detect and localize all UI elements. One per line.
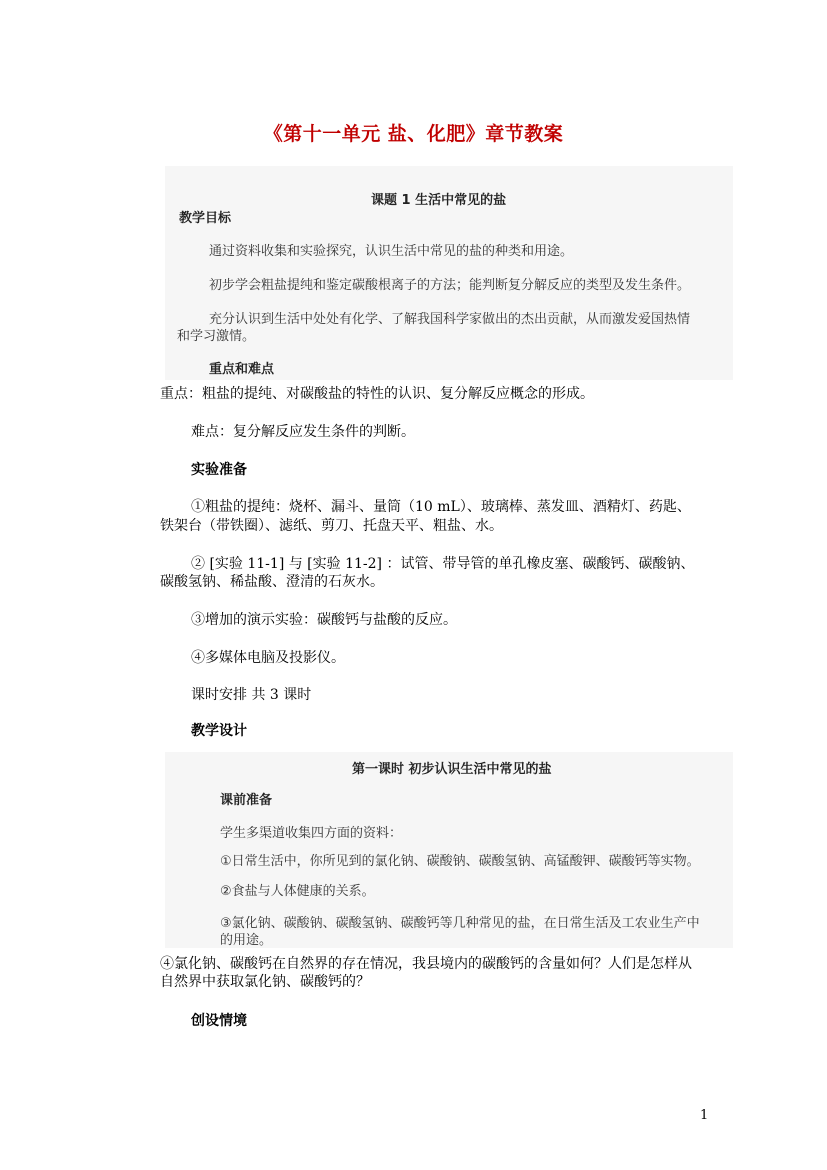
- key-point: 重点：粗盐的提纯、对碳酸盐的特性的认识、复分解反应概念的形成。: [160, 386, 594, 402]
- scanned-excerpt-lesson1-goals: [165, 166, 733, 380]
- difficulty: 难点：复分解反应发生条件的判断。: [191, 424, 415, 440]
- heading-experiment-prep: 实验准备: [191, 462, 247, 478]
- goal-1: 通过资料收集和实验探究，认识生活中常见的盐的种类和用途。: [209, 244, 574, 259]
- heading-teaching-design: 教学设计: [191, 723, 247, 739]
- collect-item-3-line1: ③氯化钠、碳酸钠、碳酸氢钠、碳酸钙等几种常见的盐，在日常生活及工农业生产中: [220, 916, 700, 931]
- document-title: 《第十一单元 盐、化肥》章节教案: [263, 123, 564, 145]
- prep-item-1-line1: ①粗盐的提纯：烧杯、漏斗、量筒（10 mL）、玻璃棒、蒸发皿、酒精灯、药匙、: [191, 499, 691, 515]
- collect-item-3-line2: 的用途。: [220, 933, 273, 948]
- prep-item-4: ④多媒体电脑及投影仪。: [191, 650, 345, 666]
- prep-item-2-line1: ② [实验 11-1] 与 [实验 11-2] ：试管、带导管的单孔橡皮塞、碳酸钙、碳酸钠、: [191, 556, 695, 572]
- section-teaching-goals: 教学目标: [179, 211, 232, 226]
- collect-item-4-line1: ④氯化钠、碳酸钙在自然界的存在情况，我县境内的碳酸钙的含量如何？人们是怎样从: [160, 956, 692, 972]
- collect-item-4-line2: 自然界中获取氯化钠、碳酸钙的？: [160, 974, 370, 990]
- collect-item-1: ①日常生活中，你所见到的氯化钠、碳酸钠、碳酸氢钠、高锰酸钾、碳酸钙等实物。: [220, 854, 700, 869]
- prep-item-2-line2: 碳酸氢钠、稀盐酸、澄清的石灰水。: [160, 574, 384, 590]
- goal-3-line1: 充分认识到生活中处处有化学、了解我国科学家做出的杰出贡献，从而激发爱国热情: [209, 312, 691, 327]
- period-heading: 第一课时 初步认识生活中常见的盐: [352, 762, 552, 777]
- scanned-excerpt-first-period: [165, 752, 733, 948]
- schedule: 课时安排 共 3 课时: [191, 687, 312, 703]
- section-key-difficult: 重点和难点: [209, 362, 275, 377]
- page-number: 1: [700, 1108, 709, 1123]
- section-pre-class-prep: 课前准备: [220, 793, 273, 808]
- collect-intro: 学生多渠道收集四方面的资料：: [220, 826, 403, 841]
- collect-item-2: ②食盐与人体健康的关系。: [220, 884, 375, 899]
- goal-3-line2: 和学习激情。: [177, 329, 256, 344]
- lesson-heading: 课题 1 生活中常见的盐: [371, 193, 507, 208]
- heading-create-scene: 创设情境: [191, 1013, 247, 1029]
- goal-2: 初步学会粗盐提纯和鉴定碳酸根离子的方法；能判断复分解反应的类型及发生条件。: [209, 278, 691, 293]
- prep-item-1-line2: 铁架台（带铁圈）、滤纸、剪刀、托盘天平、粗盐、水。: [160, 518, 503, 534]
- prep-item-3: ③增加的演示实验：碳酸钙与盐酸的反应。: [191, 612, 457, 628]
